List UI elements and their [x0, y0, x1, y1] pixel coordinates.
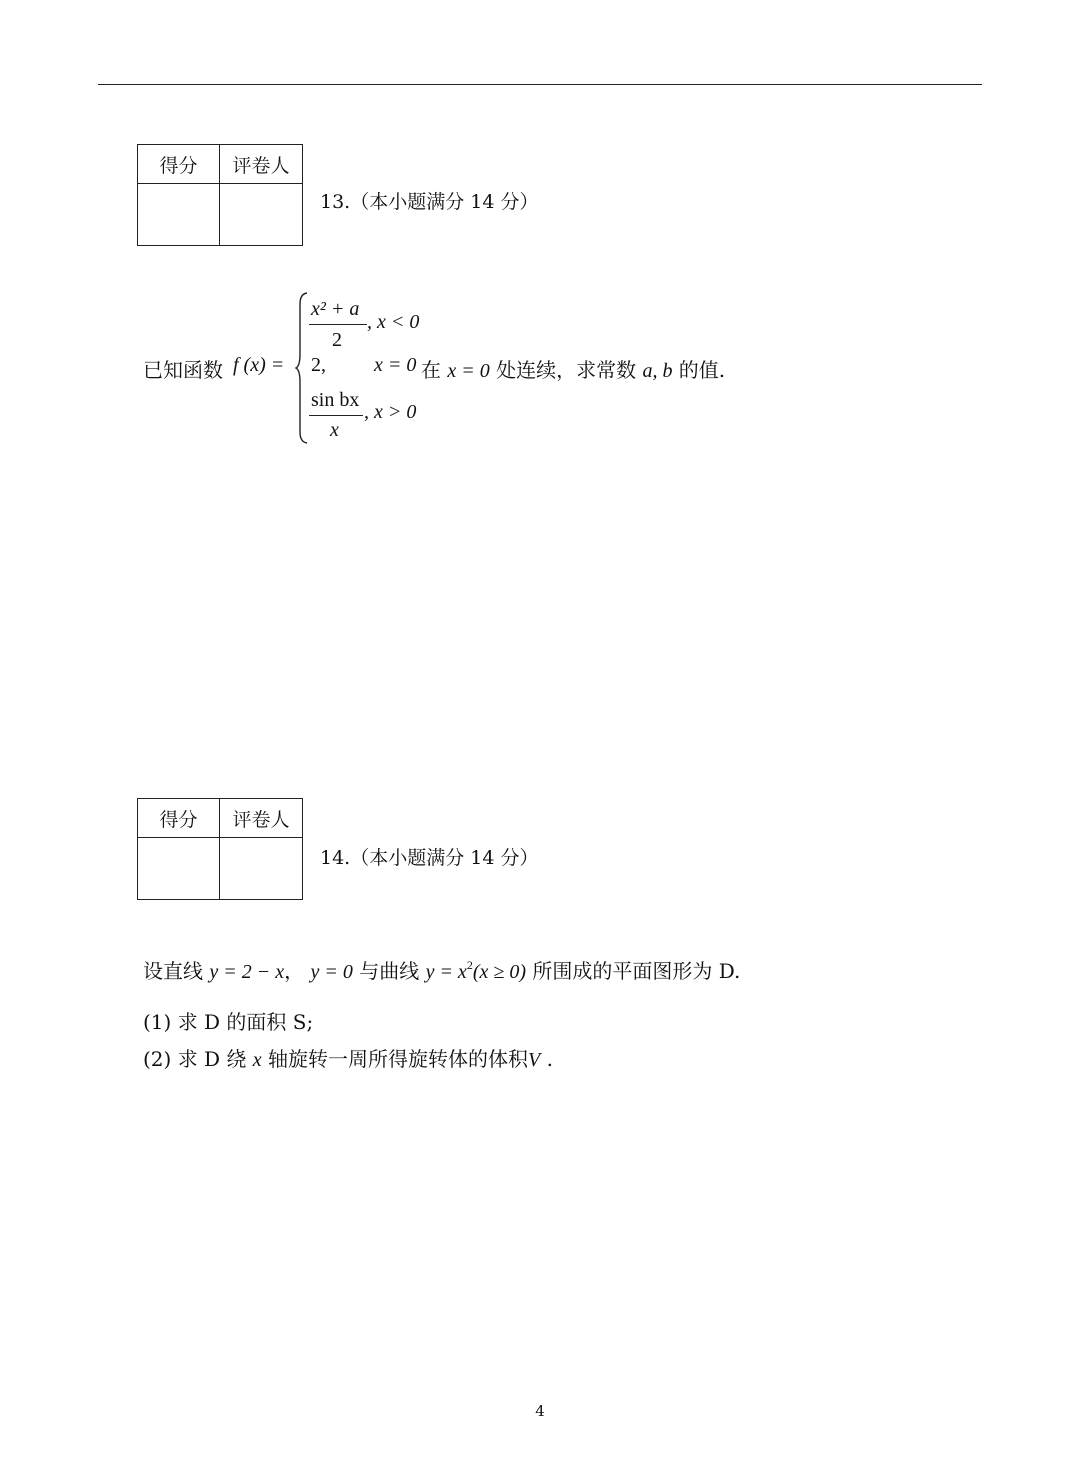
part2-math-2: V — [528, 1049, 541, 1071]
suffix-text-2: 处连续，求常数 — [489, 358, 643, 382]
score-cell[interactable] — [138, 184, 220, 246]
stmt-math-1: y = 2 − x — [209, 961, 285, 983]
stmt-exponent: 2 — [466, 958, 473, 972]
case2-condition: x = 0 — [374, 354, 417, 376]
stmt-text-1: 设直线 — [143, 959, 210, 983]
case1-fraction-bar — [309, 324, 367, 325]
stmt-text-4: 所围成的平面图形为 D. — [526, 959, 741, 983]
grader-cell[interactable] — [220, 184, 303, 246]
case1-condition: , x < 0 — [367, 311, 420, 333]
suffix-math-2: a, b — [642, 360, 673, 382]
suffix-text-1: 在 — [421, 358, 448, 382]
q14-statement — [143, 955, 740, 984]
part2-text-2: 轴旋转一周所得旋转体的体积 — [261, 1047, 529, 1071]
part2-text-3: . — [540, 1047, 553, 1071]
header-rule — [98, 84, 982, 85]
case2-value: 2, — [311, 354, 326, 376]
score-cell[interactable] — [138, 838, 220, 900]
suffix-math-1: x = 0 — [447, 360, 490, 382]
score-table-14 — [137, 798, 303, 900]
case3-numerator: sin bx — [311, 389, 360, 411]
stmt-text-3: 与曲线 — [352, 959, 426, 983]
page-number: 4 — [535, 1402, 545, 1420]
stmt-math-2: y = 0 — [310, 961, 353, 983]
q13-heading: 13.（本小题满分 14 分） — [320, 191, 539, 213]
score-header: 得分 — [138, 145, 220, 184]
q14-part2 — [143, 1043, 553, 1072]
case3-fraction-bar — [309, 415, 363, 416]
stmt-math-3: y = x — [425, 961, 467, 983]
stmt-text-2: ， — [284, 959, 311, 983]
part2-math-1: x — [252, 1049, 262, 1071]
left-brace-icon — [295, 292, 309, 444]
q14-part1: (1) 求 D 的面积 S; — [143, 1010, 314, 1034]
q13-fx: f (x) = — [233, 354, 285, 376]
grader-header: 评卷人 — [220, 799, 303, 838]
case1-numerator: x² + a — [311, 298, 360, 320]
suffix-text-3: 的值. — [672, 358, 726, 382]
case3-denominator: x — [330, 419, 339, 441]
score-table-13 — [137, 144, 303, 246]
case1-denominator: 2 — [332, 329, 342, 351]
q13-prefix: 已知函数 — [143, 358, 223, 382]
case3-condition: , x > 0 — [364, 401, 417, 423]
q14-heading: 14.（本小题满分 14 分） — [320, 847, 539, 869]
stmt-math-4: (x ≥ 0) — [472, 961, 526, 983]
score-header: 得分 — [138, 799, 220, 838]
grader-header: 评卷人 — [220, 145, 303, 184]
part2-text-1: (2) 求 D 绕 — [143, 1047, 253, 1071]
grader-cell[interactable] — [220, 838, 303, 900]
